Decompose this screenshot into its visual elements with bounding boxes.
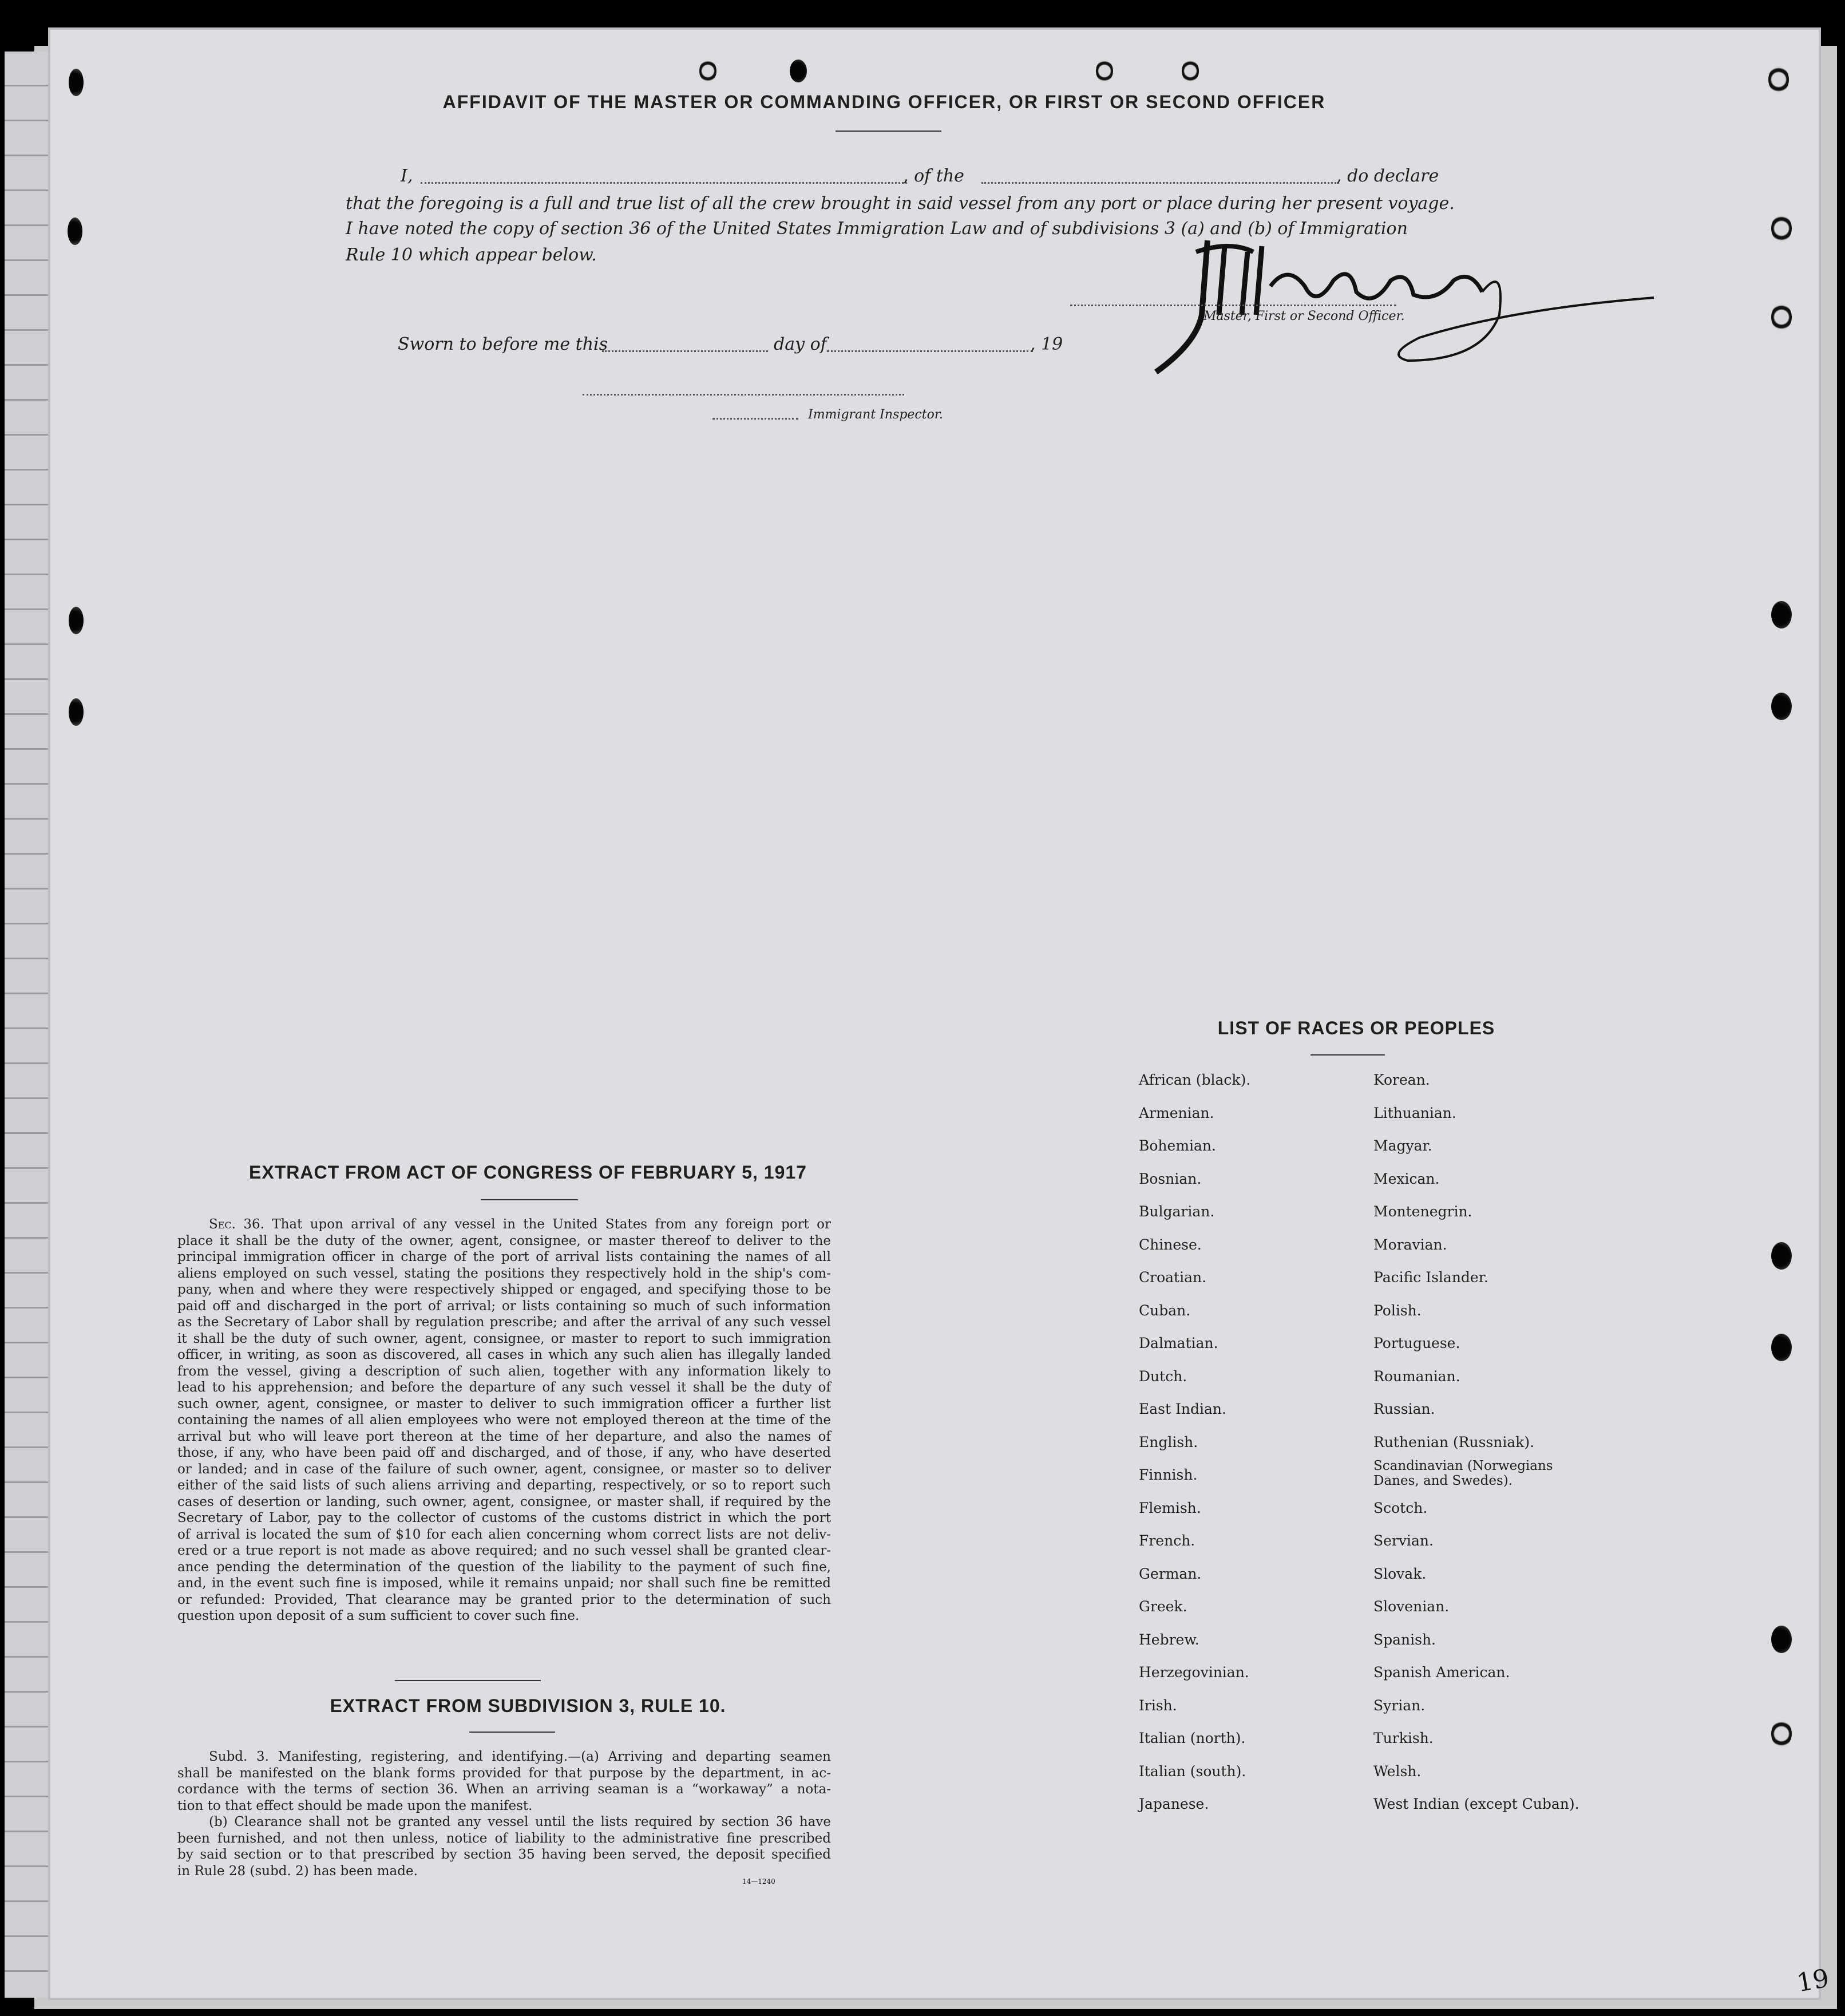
affidavit-title: AFFIDAVIT OF THE MASTER OR COMMANDING OFFICER, OR FIRST OR SECOND OFFICER bbox=[442, 92, 1326, 112]
race-item: Turkish. bbox=[1373, 1730, 1434, 1746]
act-text-line: or landed; and in case of the failure of such owner, agent, consignee, or master so to deliver bbox=[177, 1461, 831, 1477]
punch-hole bbox=[1768, 66, 1789, 93]
inspector-label: Immigrant Inspector. bbox=[808, 408, 943, 422]
punch-hole bbox=[68, 218, 82, 245]
sworn-year-label: , 19 bbox=[1030, 334, 1063, 354]
act-end-rule bbox=[395, 1680, 541, 1681]
affidavit-declare-label: , do declare bbox=[1336, 166, 1439, 186]
act-text-line: such owner, agent, consignee, or master to deliver to such immigration officer a further list bbox=[177, 1396, 831, 1412]
race-item: Italian (north). bbox=[1139, 1730, 1246, 1746]
race-item: Pacific Islander. bbox=[1373, 1269, 1488, 1286]
master-signature bbox=[1139, 229, 1665, 384]
signature-label: Master, First or Second Officer. bbox=[1203, 309, 1405, 323]
affidavit-line-4: Rule 10 which appear below. bbox=[346, 245, 597, 265]
race-item: Scotch. bbox=[1373, 1499, 1428, 1516]
race-item: African (black). bbox=[1139, 1072, 1251, 1088]
race-item: Russian. bbox=[1373, 1401, 1435, 1417]
race-item: Dutch. bbox=[1139, 1367, 1187, 1385]
race-item: Spanish. bbox=[1373, 1631, 1436, 1648]
race-item: Cuban. bbox=[1139, 1302, 1191, 1319]
punch-hole bbox=[1771, 1334, 1792, 1361]
act-text-line: it shall be the duty of such owner, agent, consignee, or master to report to such immigration bbox=[177, 1331, 831, 1346]
act-text-line: question upon deposit of a sum sufficient to cover such fine. bbox=[177, 1608, 580, 1623]
rule-extract-title: EXTRACT FROM SUBDIVISION 3, RULE 10. bbox=[330, 1695, 726, 1716]
race-item: Servian. bbox=[1373, 1532, 1434, 1549]
sworn-day-field[interactable] bbox=[602, 350, 768, 352]
race-item: East Indian. bbox=[1139, 1401, 1226, 1417]
rule-text-line: in Rule 28 (subd. 2) has been made. bbox=[177, 1863, 418, 1879]
race-item: Korean. bbox=[1373, 1072, 1430, 1088]
race-item: Finnish. bbox=[1139, 1466, 1198, 1483]
rule-text-line: (b) Clearance shall not be granted any vessel until the lists required by section 36 have bbox=[209, 1815, 831, 1829]
punch-hole bbox=[1771, 1242, 1792, 1270]
act-lines bbox=[177, 1216, 831, 1624]
race-item: West Indian (except Cuban). bbox=[1373, 1796, 1579, 1812]
act-text-line: place it shall be the duty of the owner, agent, consignee, or master thereof to deliver to the bbox=[177, 1233, 831, 1248]
act-text-line: paid off and discharged in the port of arrival; or lists containing so much of such information bbox=[177, 1298, 831, 1314]
rule-text-line: been furnished, and not then unless, notice of liability to the administrative fine prescribed bbox=[177, 1831, 831, 1846]
rule-text-line: tion to that effect should be made upon the manifest. bbox=[177, 1798, 533, 1813]
act-text-line: ance pending the determination of the question of the liability to the payment of such fine, bbox=[177, 1559, 831, 1575]
rule-text-line: shall be manifested on the blank forms provided for that purpose by the department, in ac- bbox=[177, 1765, 831, 1781]
race-item: Scandinavian (Norwegians Danes, and Swedes). bbox=[1373, 1458, 1553, 1488]
act-text-line: Sec. 36. That upon arrival of any vessel in the United States from any foreign port or bbox=[209, 1217, 831, 1232]
race-item: Lithuanian. bbox=[1373, 1104, 1456, 1121]
page-mark: 19 bbox=[1794, 1963, 1832, 1998]
rule-subdivision-text bbox=[177, 1749, 831, 1879]
affidavit-line-3: I have noted the copy of section 36 of the United States Immigration Law and of subdivisions 3 (a) and (b) of Immigration bbox=[346, 219, 1408, 239]
rule-text-line: Subd. 3. Manifesting, registering, and identifying.—(a) Arriving and departing seamen bbox=[209, 1749, 831, 1764]
race-item: Armenian. bbox=[1139, 1104, 1214, 1121]
section-label: Sec. 36. bbox=[209, 1217, 272, 1232]
punch-hole bbox=[1771, 1720, 1792, 1748]
punch-hole bbox=[1771, 693, 1792, 720]
race-item: Italian (south). bbox=[1139, 1762, 1246, 1780]
race-item: Flemish. bbox=[1139, 1499, 1201, 1516]
race-item: Roumanian. bbox=[1373, 1367, 1460, 1385]
punch-hole bbox=[699, 60, 716, 82]
act-text-line: from the vessel, giving a description of such alien, together with any information likely to bbox=[177, 1363, 831, 1379]
race-item: Spanish American. bbox=[1373, 1664, 1510, 1681]
race-item: Greek. bbox=[1139, 1598, 1187, 1615]
act-text-line: pany, when and where they were respectively shipped or engaged, and specifying those to be bbox=[177, 1282, 831, 1297]
left-ruled-strip bbox=[5, 52, 50, 1998]
race-item: Magyar. bbox=[1373, 1137, 1432, 1154]
act-text-line: principal immigration officer in charge of the port of arrival lists containing the names of all bbox=[177, 1250, 831, 1264]
act-text-line: those, if any, who have been paid off and discharged, and of those, if any, who have deserted bbox=[177, 1445, 831, 1460]
act-text-line: Secretary of Labor, pay to the collector of customs of the customs district in which the port bbox=[177, 1511, 831, 1525]
race-item: Bulgarian. bbox=[1139, 1203, 1215, 1220]
race-item: Japanese. bbox=[1139, 1796, 1209, 1812]
punch-hole bbox=[1096, 60, 1113, 82]
punch-hole bbox=[1182, 60, 1199, 82]
sworn-day-label: day of bbox=[774, 334, 827, 354]
race-item: French. bbox=[1139, 1532, 1195, 1549]
race-item: Mexican. bbox=[1373, 1170, 1440, 1187]
inspector-signature-field[interactable] bbox=[583, 394, 904, 396]
act-extract-title: EXTRACT FROM ACT OF CONGRESS OF FEBRUARY 5, 1917 bbox=[249, 1162, 807, 1183]
act-text-line: either of the said lists of such aliens arriving and departing, respectively, or so to report such bbox=[177, 1478, 831, 1493]
act-text-line: containing the names of all alien employees who were not employed thereon at the time of the bbox=[177, 1413, 831, 1428]
race-item: English. bbox=[1139, 1433, 1198, 1450]
act-text-line: or refunded: Provided, That clearance may be granted prior to the determination of such bbox=[177, 1592, 831, 1607]
act-title-rule bbox=[481, 1199, 578, 1200]
sworn-label: Sworn to before me this bbox=[398, 334, 608, 354]
race-item: Portuguese. bbox=[1373, 1335, 1460, 1351]
act-text-line: officer, in writing, as soon as discovered, all cases in which any such alien has illegally landed bbox=[177, 1347, 831, 1362]
rule-text-line: by said section or to that prescribed by section 35 having been served, the deposit specified bbox=[177, 1847, 831, 1862]
punch-hole bbox=[69, 698, 84, 726]
punch-hole bbox=[69, 69, 84, 96]
race-item: Herzegovinian. bbox=[1139, 1664, 1249, 1681]
rule-text-line: cordance with the terms of section 36. When an arriving seaman is a “workaway” a nota- bbox=[177, 1782, 831, 1797]
affidavit-of-the-label: , of the bbox=[903, 166, 964, 186]
race-item: Chinese. bbox=[1139, 1236, 1202, 1253]
punch-hole bbox=[69, 607, 84, 634]
signature-line bbox=[1070, 305, 1396, 306]
race-item: Welsh. bbox=[1373, 1762, 1422, 1780]
affidavit-line-2: that the foregoing is a full and true list of all the crew brought in said vessel from any port or place during her present voyage. bbox=[346, 193, 1455, 214]
rule-title-rule bbox=[469, 1732, 555, 1733]
act-text-line: as the Secretary of Labor shall by regulation prescribe; and after the arrival of any such vessel bbox=[177, 1315, 831, 1330]
race-item: Irish. bbox=[1139, 1697, 1177, 1714]
race-item: Polish. bbox=[1373, 1302, 1422, 1319]
race-item: Syrian. bbox=[1373, 1697, 1426, 1714]
act-text-line: lead to his apprehension; and before the departure of any such vessel it shall be the duty of bbox=[177, 1380, 831, 1395]
vessel-name-field[interactable] bbox=[981, 182, 1339, 184]
act-text-line: and, in the event such fine is imposed, while it remains unpaid; nor shall such fine be remitted bbox=[177, 1576, 831, 1591]
act-text-line: cases of desertion or landing, such owner, agent, consignee, or master shall, if required by the bbox=[177, 1494, 831, 1509]
race-item: Croatian. bbox=[1139, 1269, 1207, 1286]
officer-name-field[interactable] bbox=[421, 182, 907, 184]
race-item: German. bbox=[1139, 1565, 1202, 1582]
act-section-36-text bbox=[177, 1216, 831, 1624]
punch-hole bbox=[1771, 303, 1792, 331]
affidavit-i-label: I, bbox=[401, 166, 413, 186]
races-title-rule bbox=[1310, 1054, 1385, 1056]
race-item: Moravian. bbox=[1373, 1236, 1447, 1253]
punch-hole bbox=[1771, 215, 1792, 242]
race-item: Ruthenian (Russniak). bbox=[1373, 1433, 1535, 1450]
inspector-dots bbox=[712, 418, 798, 420]
race-item: Hebrew. bbox=[1139, 1631, 1199, 1648]
rule-lines bbox=[177, 1749, 831, 1879]
race-item: Bosnian. bbox=[1139, 1170, 1202, 1187]
title-rule bbox=[836, 131, 941, 132]
race-item: Montenegrin. bbox=[1373, 1203, 1472, 1220]
race-item: Slovenian. bbox=[1373, 1598, 1450, 1615]
act-text-line: arrival but who will leave port thereon at the time of her departure, and also the names of bbox=[177, 1429, 831, 1444]
act-text-line: aliens employed on such vessel, stating the positions they respectively hold in the ship's com- bbox=[177, 1266, 831, 1281]
punch-hole bbox=[1771, 1626, 1792, 1653]
form-code: 14—1240 bbox=[742, 1877, 775, 1885]
race-item: Bohemian. bbox=[1139, 1137, 1216, 1154]
punch-hole bbox=[790, 60, 807, 82]
race-item: Dalmatian. bbox=[1139, 1335, 1218, 1351]
act-text-line: ered or a true report is not made as above required; and no such vessel shall be granted clear- bbox=[177, 1543, 831, 1558]
races-list-title: LIST OF RACES OR PEOPLES bbox=[1217, 1018, 1495, 1038]
race-item: Slovak. bbox=[1373, 1565, 1427, 1582]
act-text-line: of arrival is located the sum of $10 for each alien concerning whom correct lists are not deliv- bbox=[177, 1527, 831, 1542]
punch-hole bbox=[1771, 601, 1792, 628]
sworn-month-field[interactable] bbox=[827, 350, 1033, 352]
